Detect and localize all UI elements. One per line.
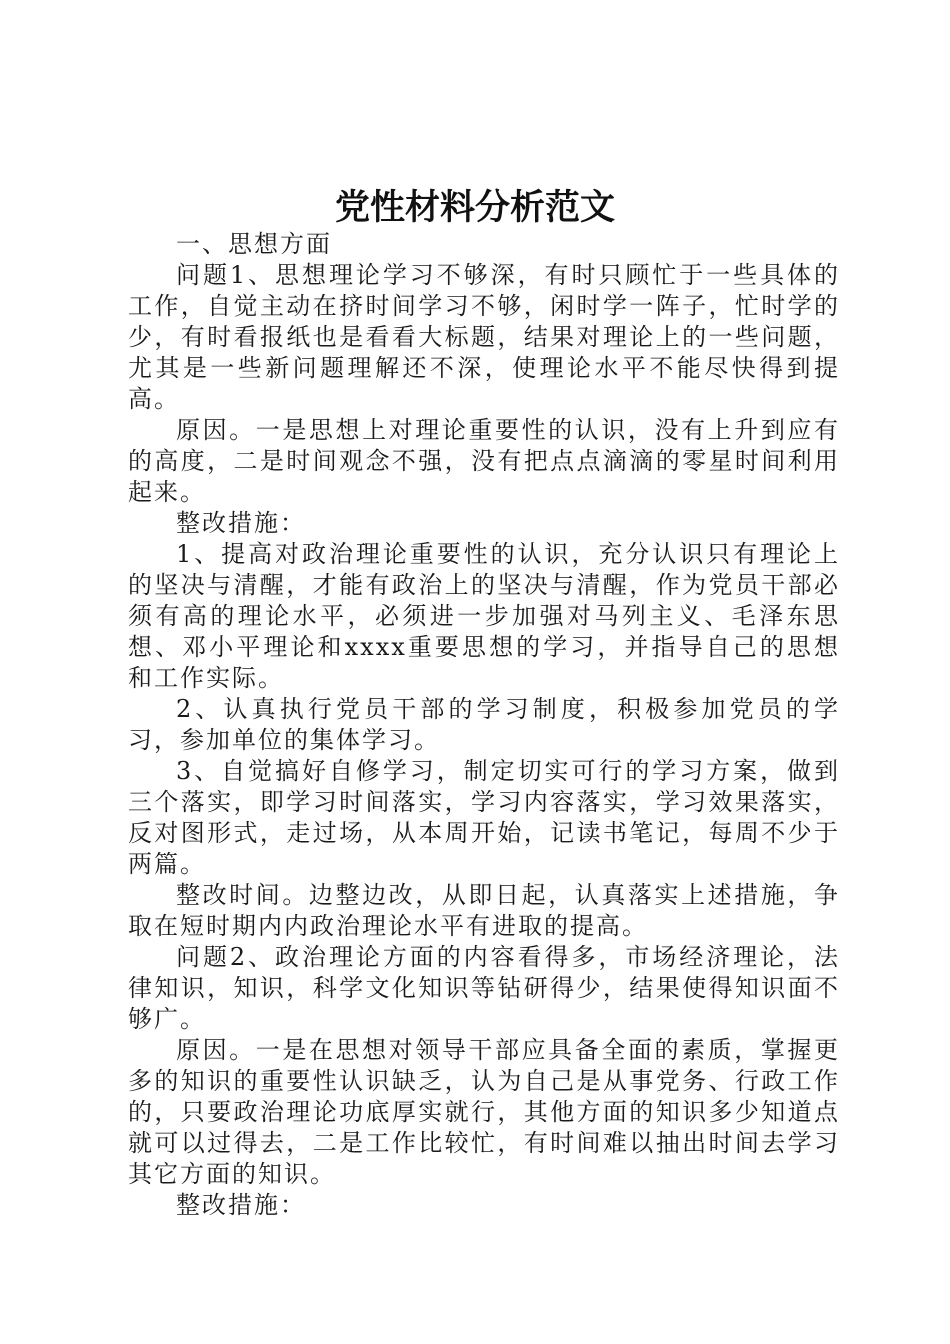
- paragraph: 3、自觉搞好自修学习，制定切实可行的学习方案，做到三个落实，即学习时间落实，学习内容落实，学习效果落实，反对图形式，走过场，从本周开始，记读书笔记，每周不少于两篇。: [128, 757, 840, 878]
- paragraph: 原因。一是思想上对理论重要性的认识，没有上升到应有的高度，二是时间观念不强，没有把点点滴滴的零星时间利用起来。: [128, 416, 840, 506]
- paragraph: 原因。一是在思想对领导干部应具备全面的素质，掌握更多的知识的重要性认识缺乏，认为自己是从事党务、行政工作的，只要政治理论功底厚实就行，其他方面的知识多少知道点就可以过得去，二是工作比较忙，有时间难以抽出时间去学习其它方面的知识。: [128, 1036, 840, 1188]
- paragraph: 2、认真执行党员干部的学习制度，积极参加党员的学习，参加单位的集体学习。: [128, 695, 840, 754]
- paragraph: 问题1、思想理论学习不够深，有时只顾忙于一些具体的工作，自觉主动在挤时间学习不够，闲时学一阵子，忙时学的少，有时看报纸也是看看大标题，结果对理论上的一些问题，尤其是一些新问题理解还不深，使理论水平不能尽快得到提高。: [128, 261, 840, 413]
- paragraph: 整改时间。边整边改，从即日起，认真落实上述措施，争取在短时期内内政治理论水平有进取的提高。: [128, 881, 840, 940]
- document-body: [128, 229, 840, 1221]
- paragraph: 整改措施：: [176, 509, 306, 537]
- section-heading: 一、思想方面: [176, 230, 332, 258]
- paragraph: 问题2、政治理论方面的内容看得多，市场经济理论，法律知识，知识，科学文化知识等钻研得少，结果使得知识面不够广。: [128, 943, 840, 1033]
- paragraph: 1、提高对政治理论重要性的认识，充分认识只有理论上的坚决与清醒，才能有政治上的坚决与清醒，作为党员干部必须有高的理论水平，必须进一步加强对马列主义、毛泽东思想、邓小平理论和xxxx重要思想的学习，并指导自己的思想和工作实际。: [128, 540, 840, 692]
- paragraph: 整改措施：: [176, 1191, 306, 1219]
- document-title: 党性材料分析范文: [334, 187, 615, 228]
